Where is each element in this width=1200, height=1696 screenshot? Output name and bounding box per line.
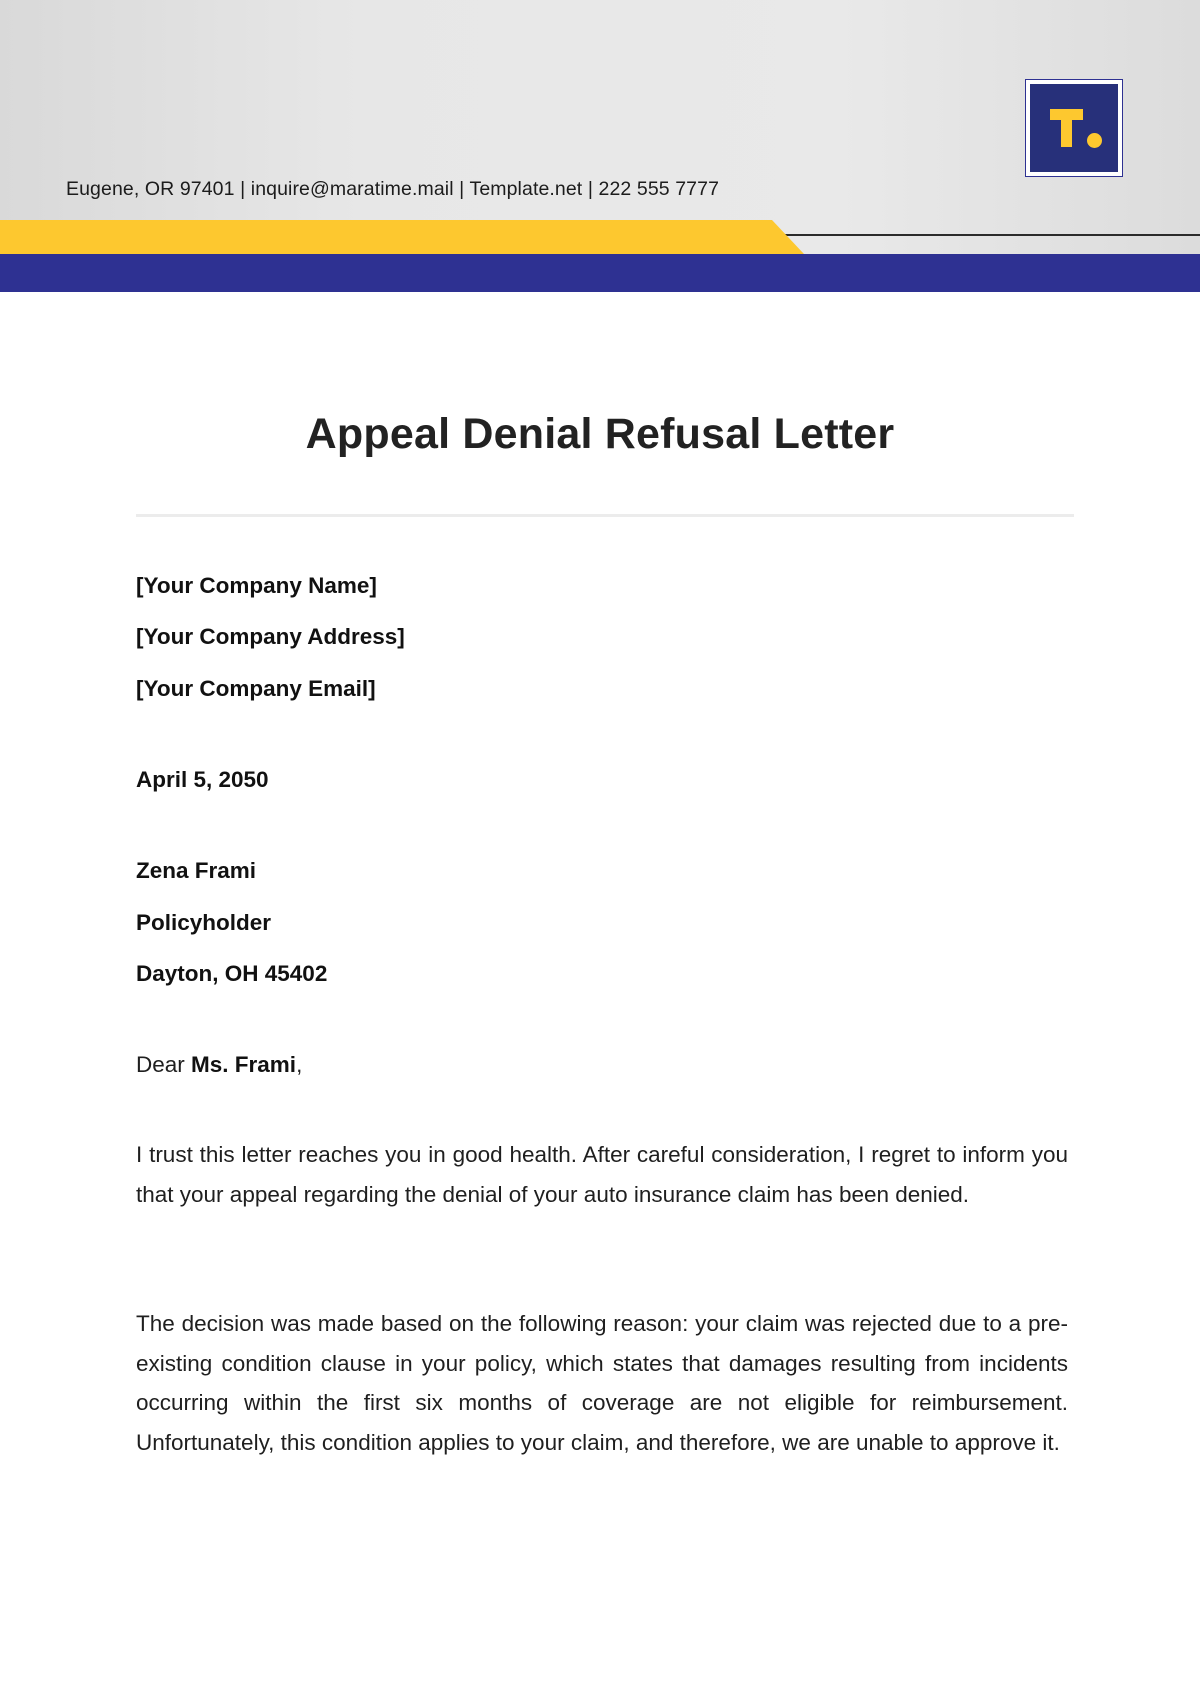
letter-date: April 5, 2050 <box>136 767 269 792</box>
yellow-stripe <box>0 220 804 254</box>
salutation-name: Ms. Frami <box>191 1052 297 1077</box>
logo-t-stem <box>1061 109 1072 147</box>
navy-stripe <box>0 254 1200 292</box>
recipient-name: Zena Frami <box>136 858 257 883</box>
body-paragraph-1: I trust this letter reaches you in good health. After careful consideration, I regret to inform you that your appeal regarding the denial of your auto insurance claim has been denied. <box>136 1142 1068 1207</box>
recipient-role: Policyholder <box>136 910 272 935</box>
salutation-suffix: , <box>296 1052 303 1077</box>
letterhead <box>0 0 1200 292</box>
salutation-prefix: Dear <box>136 1052 192 1077</box>
salutation <box>136 1052 302 1078</box>
logo-mark <box>1030 84 1118 172</box>
sender-company-name: [Your Company Name] <box>136 573 377 598</box>
recipient-location: Dayton, OH 45402 <box>136 961 328 986</box>
sender-company-address: [Your Company Address] <box>136 624 405 649</box>
contact-line: Eugene, OR 97401 | inquire@maratime.mail | Template.net | 222 555 7777 <box>66 178 720 200</box>
page-title: Appeal Denial Refusal Letter <box>305 410 895 458</box>
header-stripes <box>0 220 1200 292</box>
body-paragraph-2: The decision was made based on the following reason: your claim was rejected due to a pre-existing condition clause in your policy, which states that damages resulting from incidents occurring within the first six months of coverage are not eligible for reimbursement. Unfortunately, this condition applies to your claim, and therefore, we are unable to approve it. <box>136 1311 1068 1455</box>
logo-dot <box>1087 133 1102 148</box>
title-divider <box>136 514 1074 517</box>
sender-company-email: [Your Company Email] <box>136 676 376 701</box>
company-logo <box>1025 79 1123 177</box>
